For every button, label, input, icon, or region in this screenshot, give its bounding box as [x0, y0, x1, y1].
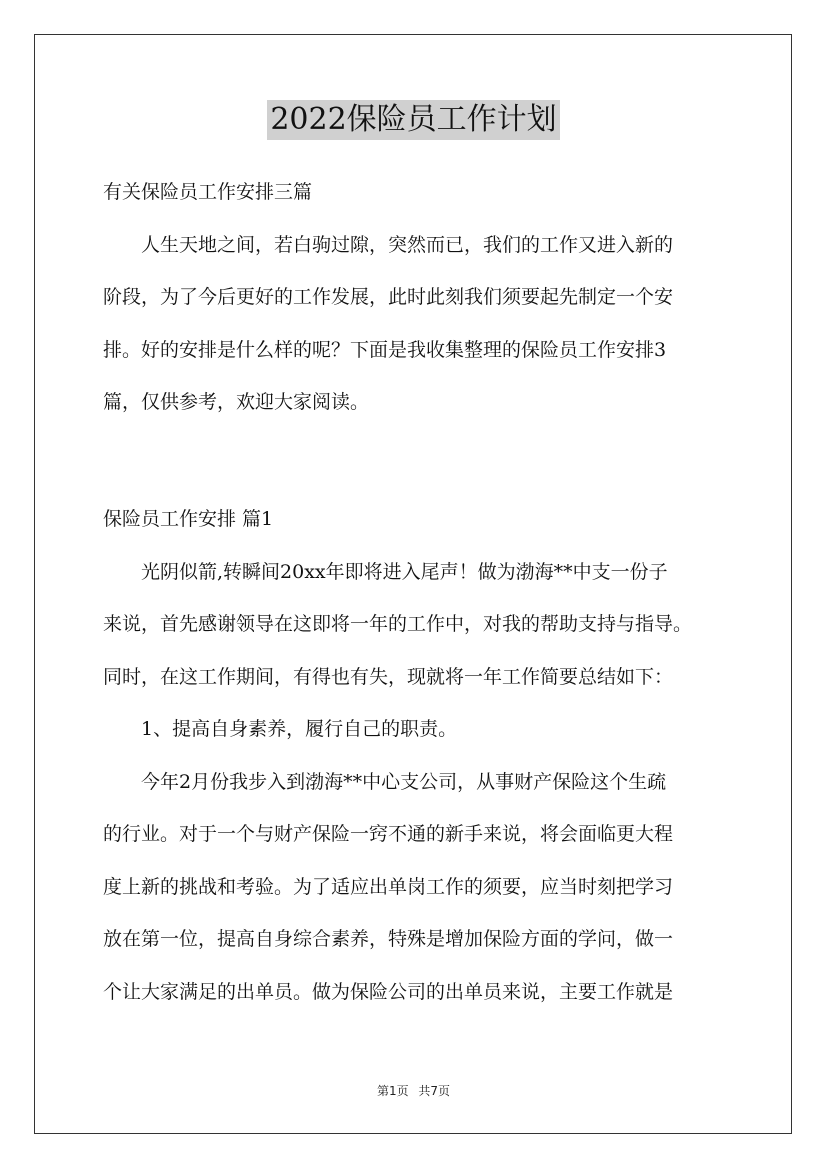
page-total: 共7页 [418, 1084, 451, 1098]
subtitle: 有关保险员工作安排三篇 [103, 181, 313, 203]
intro-line: 阶段，为了今后更好的工作发展，此时此刻我们须要起先制定一个安 [103, 286, 674, 308]
paragraph-line: 同时，在这工作期间，有得也有失，现就将一年工作简要总结如下： [103, 665, 674, 688]
paragraph-line: 放在第一位，提高自身综合素养，特殊是增加保险方面的学问，做一 [103, 928, 674, 950]
document-title: 2022保险员工作计划 [267, 100, 559, 140]
intro-line: 排。好的安排是什么样的呢？下面是我收集整理的保险员工作安排3 [103, 338, 667, 361]
paragraph-line: 的行业。对于一个与财产保险一窍不通的新手来说，将会面临更大程 [103, 823, 674, 845]
intro-line: 人生天地之间，若白驹过隙，突然而已，我们的工作又进入新的 [141, 233, 674, 256]
page-number: 第1页 [376, 1084, 409, 1098]
intro-line: 篇，仅供参考，欢迎大家阅读。 [103, 391, 370, 413]
section-heading: 保险员工作安排 篇1 [103, 508, 274, 530]
paragraph-line: 光阴似箭,转瞬间20xx年即将进入尾声！做为渤海**中支一份子 [141, 560, 668, 583]
section-1 [103, 493, 735, 1018]
paragraph-line: 今年2月份我步入到渤海**中心支公司，从事财产保险这个生疏 [141, 770, 667, 793]
document-body [103, 166, 735, 429]
paragraph-line: 度上新的挑战和考验。为了适应出单岗工作的须要，应当时刻把学习 [103, 875, 674, 898]
paragraph-line: 个让大家满足的出单员。做为保险公司的出单员来说，主要工作就是 [103, 980, 674, 1003]
title-container [0, 100, 827, 140]
paragraph-line: 来说，首先感谢领导在这即将一年的工作中，对我的帮助支持与指导。 [103, 613, 693, 635]
list-item: 1、提高自身素养，履行自己的职责。 [141, 718, 458, 740]
page-footer [0, 1083, 827, 1099]
